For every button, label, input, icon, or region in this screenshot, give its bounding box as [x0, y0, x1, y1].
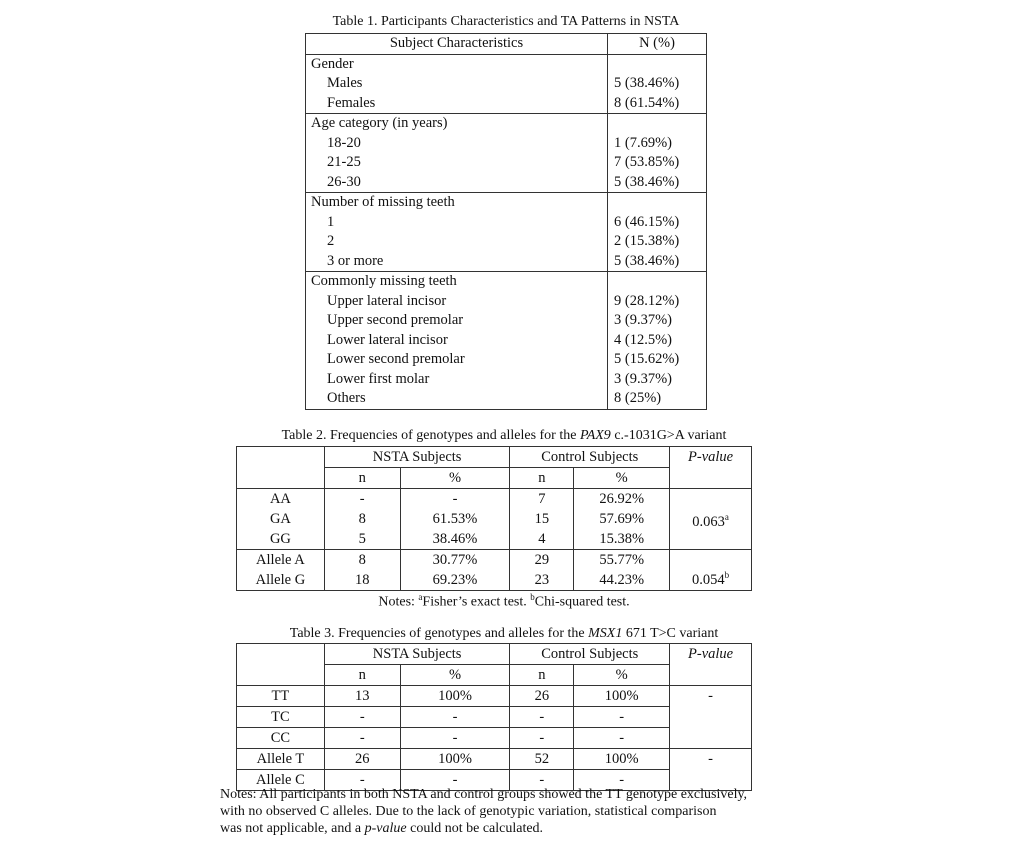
- gene-name: PAX9: [579, 428, 611, 443]
- row-label: CC: [237, 728, 325, 749]
- cell: 13: [324, 686, 400, 707]
- cell: 30.77%: [400, 550, 510, 571]
- table1-row: [306, 134, 707, 154]
- row-label: 18-20: [306, 134, 608, 154]
- cell: 52: [510, 749, 574, 770]
- note-line: with no observed C alleles. Due to the lack of genotypic variation, statistical comparison: [220, 804, 717, 819]
- cell: 18: [324, 570, 400, 591]
- table1-group-title: Gender: [306, 54, 608, 74]
- table3-pvalue-header: P-value: [670, 644, 752, 686]
- table1-row: [306, 350, 707, 370]
- table2-corner: [237, 447, 325, 468]
- table1-caption: Table 1. Participants Characteristics and TA Patterns in NSTA: [332, 14, 680, 29]
- cell: -: [400, 770, 510, 791]
- row-label: 21-25: [306, 153, 608, 173]
- cell: 38.46%: [400, 529, 510, 550]
- row-label: Lower lateral incisor: [306, 331, 608, 351]
- cell: -: [400, 728, 510, 749]
- row-value: 1 (7.69%): [608, 134, 707, 154]
- table1-row: [306, 370, 707, 390]
- table3-group-nsta: NSTA Subjects: [324, 644, 510, 665]
- sub-header-percent: %: [574, 665, 670, 686]
- cell: 100%: [400, 749, 510, 770]
- table2-group-control: Control Subjects: [510, 447, 670, 468]
- table1-group-row: [306, 54, 707, 74]
- row-value: 4 (12.5%): [608, 331, 707, 351]
- cell: 26: [324, 749, 400, 770]
- cell: -: [400, 489, 510, 510]
- table3-pvalue-genotype: -: [670, 686, 752, 749]
- table1-row: [306, 292, 707, 312]
- sub-header-percent: %: [400, 468, 510, 489]
- cell: -: [324, 728, 400, 749]
- cell: -: [574, 770, 670, 791]
- row-value: 2 (15.38%): [608, 232, 707, 252]
- cell: -: [510, 728, 574, 749]
- row-label: Males: [306, 74, 608, 94]
- row-value: 5 (15.62%): [608, 350, 707, 370]
- cell: -: [574, 728, 670, 749]
- sub-header-n: n: [510, 665, 574, 686]
- cell: -: [574, 707, 670, 728]
- row-label: TC: [237, 707, 325, 728]
- row-label: 26-30: [306, 173, 608, 193]
- table2-group-nsta: NSTA Subjects: [324, 447, 510, 468]
- table1-header-characteristics: Subject Characteristics: [306, 34, 608, 55]
- cell: -: [324, 707, 400, 728]
- table1-group-title: Age category (in years): [306, 114, 608, 134]
- table2-row: [237, 489, 752, 510]
- table1: [305, 33, 707, 410]
- sub-header-percent: %: [400, 665, 510, 686]
- sub-header-percent: %: [574, 468, 670, 489]
- table2: [236, 446, 752, 591]
- note-line: Notes: All participants in both NSTA and control groups showed the TT genotype exclusively,: [220, 787, 748, 802]
- row-value: 3 (9.37%): [608, 311, 707, 331]
- cell: 26.92%: [574, 489, 670, 510]
- note-line: was not applicable, and a p-value could not be calculated.: [220, 821, 544, 836]
- caption-text: c.-1031G>A variant: [610, 428, 727, 443]
- table1-row: [306, 232, 707, 252]
- sub-header-n: n: [324, 468, 400, 489]
- row-label: GG: [237, 529, 325, 550]
- caption-text: 671 T>C variant: [622, 626, 719, 641]
- table2-pvalue-allele: 0.054$^b$: [670, 550, 752, 591]
- cell: 29: [510, 550, 574, 571]
- table2-row: [237, 550, 752, 571]
- table1-row: [306, 252, 707, 272]
- table3-corner: [237, 644, 325, 665]
- table3-caption: [236, 626, 772, 642]
- cell: 44.23%: [574, 570, 670, 591]
- row-label: Allele T: [237, 749, 325, 770]
- table2-caption: [236, 428, 772, 444]
- cell: 5: [324, 529, 400, 550]
- cell: -: [324, 489, 400, 510]
- cell: 8: [324, 550, 400, 571]
- cell: 8: [324, 509, 400, 529]
- table1-group-title: Commonly missing teeth: [306, 272, 608, 292]
- cell: 69.23%: [400, 570, 510, 591]
- table1-row: [306, 153, 707, 173]
- row-value: 7 (53.85%): [608, 153, 707, 173]
- table3-row: [237, 749, 752, 770]
- table2-pvalue-header: P-value: [670, 447, 752, 489]
- table1-row: [306, 213, 707, 233]
- table3-corner-sub: [237, 665, 325, 686]
- row-label: 3 or more: [306, 252, 608, 272]
- cell: -: [324, 770, 400, 791]
- table3: [236, 643, 752, 791]
- row-value: 8 (25%): [608, 389, 707, 409]
- row-label: Lower first molar: [306, 370, 608, 390]
- table1-row: [306, 389, 707, 409]
- table3-group-control: Control Subjects: [510, 644, 670, 665]
- table3-notes: [220, 786, 820, 837]
- table1-group-row: [306, 193, 707, 213]
- sub-header-n: n: [324, 665, 400, 686]
- row-label: Females: [306, 94, 608, 114]
- cell: 15: [510, 509, 574, 529]
- row-value: 6 (46.15%): [608, 213, 707, 233]
- cell: 61.53%: [400, 509, 510, 529]
- row-label: Others: [306, 389, 608, 409]
- table1-group-title: Number of missing teeth: [306, 193, 608, 213]
- caption-text: Table 3. Frequencies of genotypes and alleles for the: [289, 626, 589, 641]
- cell: 57.69%: [574, 509, 670, 529]
- table1-row: [306, 173, 707, 193]
- row-label: Allele G: [237, 570, 325, 591]
- cell: -: [400, 707, 510, 728]
- table1-row: [306, 74, 707, 94]
- row-label: Upper second premolar: [306, 311, 608, 331]
- caption-text: Table 2. Frequencies of genotypes and alleles for the: [281, 428, 580, 443]
- cell: 4: [510, 529, 574, 550]
- cell: 100%: [574, 686, 670, 707]
- table1-header-row: [306, 34, 707, 55]
- table1-row: [306, 94, 707, 114]
- table1-row: [306, 311, 707, 331]
- cell: -: [510, 770, 574, 791]
- row-label: TT: [237, 686, 325, 707]
- cell: 15.38%: [574, 529, 670, 550]
- row-value: 3 (9.37%): [608, 370, 707, 390]
- table1-group-row: [306, 272, 707, 292]
- row-label: GA: [237, 509, 325, 529]
- row-label: Upper lateral incisor: [306, 292, 608, 312]
- gene-name: MSX1: [588, 626, 623, 641]
- row-label: Lower second premolar: [306, 350, 608, 370]
- table2-corner-sub: [237, 468, 325, 489]
- table2-pvalue-genotype: 0.063$^a$: [670, 489, 752, 550]
- row-value: 5 (38.46%): [608, 173, 707, 193]
- row-value: 9 (28.12%): [608, 292, 707, 312]
- cell: 55.77%: [574, 550, 670, 571]
- table3-row: [237, 686, 752, 707]
- table1-row: [306, 331, 707, 351]
- cell: 26: [510, 686, 574, 707]
- table1-header-n-percent: N (%): [608, 34, 707, 55]
- row-label: AA: [237, 489, 325, 510]
- table3-pvalue-allele: -: [670, 749, 752, 791]
- row-label: 2: [306, 232, 608, 252]
- table1-group-row: [306, 114, 707, 134]
- row-label: Allele C: [237, 770, 325, 791]
- cell: 100%: [400, 686, 510, 707]
- row-label: Allele A: [237, 550, 325, 571]
- cell: 7: [510, 489, 574, 510]
- cell: 23: [510, 570, 574, 591]
- row-label: 1: [306, 213, 608, 233]
- row-value: 5 (38.46%): [608, 74, 707, 94]
- row-value: 5 (38.46%): [608, 252, 707, 272]
- cell: 100%: [574, 749, 670, 770]
- sub-header-n: n: [510, 468, 574, 489]
- cell: -: [510, 707, 574, 728]
- row-value: 8 (61.54%): [608, 94, 707, 114]
- table2-notes: Notes: $^a$Fisher’s exact test. $^b$Chi-squared test.: [378, 592, 630, 610]
